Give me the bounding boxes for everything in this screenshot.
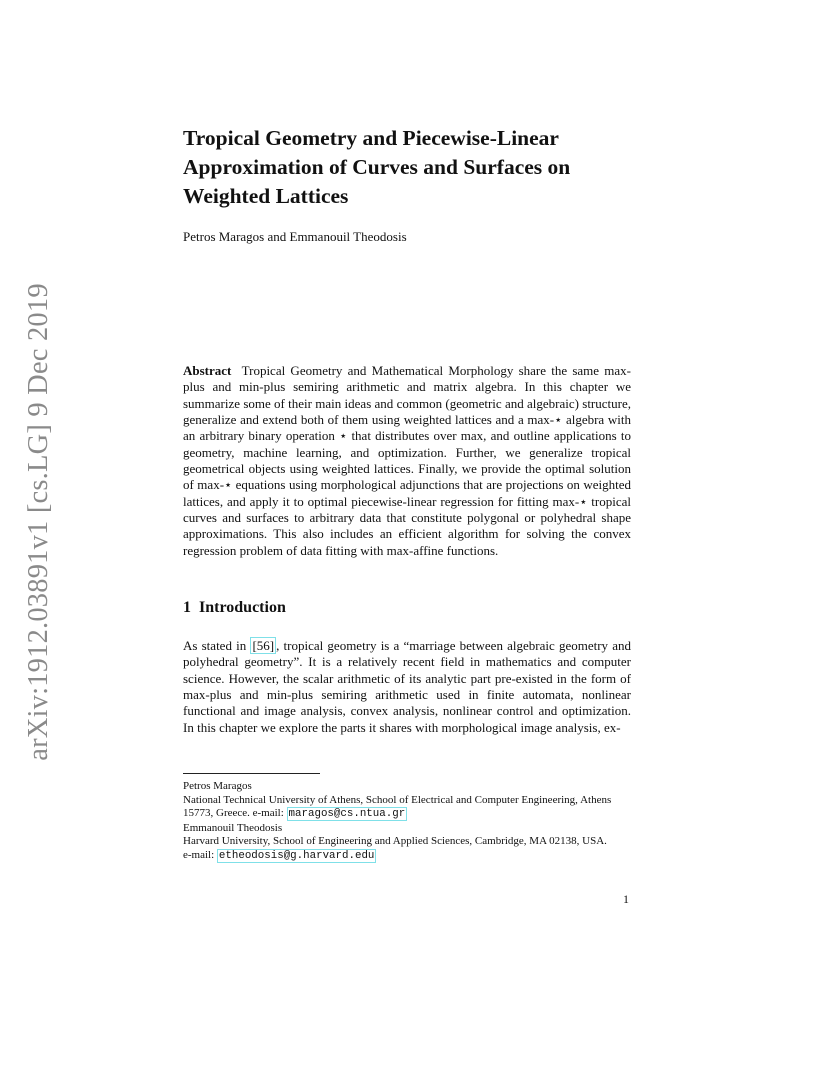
page-number: 1 — [623, 892, 629, 906]
author2-email-link[interactable]: etheodosis@g.harvard.edu — [218, 849, 375, 862]
title-line-3: Weighted Lattices — [183, 184, 349, 208]
title-line-2: Approximation of Curves and Surfaces on — [183, 155, 571, 179]
section-heading — [183, 599, 286, 617]
author1-email-link[interactable]: maragos@cs.ntua.gr — [288, 808, 406, 821]
intro-text-start: As stated in — [183, 638, 251, 653]
title-line-1: Tropical Geometry and Piecewise-Linear — [183, 126, 559, 150]
author-footnotes — [183, 780, 631, 864]
citation-link[interactable]: [56] — [252, 638, 275, 653]
footnote-author1-contact-prefix: 15773, Greece. e-mail: — [183, 807, 287, 820]
arxiv-identifier-stamp — [18, 283, 60, 761]
abstract-block — [183, 363, 631, 559]
section-number: 1 — [183, 599, 191, 616]
author-list: Petros Maragos and Emmanouil Theodosis — [183, 229, 407, 244]
footnote-author2-contact-prefix: e-mail: — [183, 848, 217, 861]
footnote-author2-affiliation: Harvard University, School of Engineering and Applied Sciences, Cambridge, MA 02138, USA. — [183, 835, 607, 848]
arxiv-identifier-text: arXiv:1912.03891v1 [cs.LG] 9 Dec 2019 — [23, 283, 54, 761]
abstract-text: Tropical Geometry and Mathematical Morphology share the same max-plus and min-plus semiring arithmetic and matrix algebra. In this chapter we summarize some of their main ideas and common (geometric and algebraic) structure, generalize and extend both of them using weighted lattices and a max-⋆ algebra with an arbitrary binary operation ⋆ that distributes over max, and outline applications to geometry, machine learning, and optimization. Further, we generalize tropical geometrical objects using weighted lattices. Finally, we provide the optimal solution of max-⋆ equations using morphological adjunctions that are projections on weighted lattices, and apply it to optimal piecewise-linear regression for fitting max-⋆ tropical curves and surfaces to arbitrary data that constitute polygonal or polyhedral shape approximations. This also includes an efficient algorithm for solving the convex regression problem of data fitting with max-affine functions. — [183, 363, 632, 558]
footnote-divider — [183, 773, 320, 774]
abstract-label: Abstract — [183, 363, 232, 378]
footnote-author2-name: Emmanouil Theodosis — [183, 821, 283, 834]
footnote-author2-contact — [183, 849, 631, 864]
intro-text-rest: , tropical geometry is a “marriage between algebraic geometry and polyhedral geometry”. It is a relatively recent field in mathematics and computer science. However, the scalar arithmetic of its analytic part pre-existed in the form of max-plus and min-plus semiring arithmetic used in finite automata, nonlinear functional and image analysis, convex analysis, nonlinear control and optimization. In this chapter we explore the parts it shares with morphological image analysis, ex- — [183, 638, 631, 735]
footnote-author1-affiliation: National Technical University of Athens, School of Electrical and Computer Engineering, Athens — [183, 793, 612, 806]
section-title: Introduction — [199, 599, 286, 616]
paper-title — [183, 124, 643, 211]
footnote-author1-contact — [183, 807, 631, 822]
introduction-paragraph — [183, 638, 631, 736]
footnote-author1-name: Petros Maragos — [183, 780, 252, 792]
